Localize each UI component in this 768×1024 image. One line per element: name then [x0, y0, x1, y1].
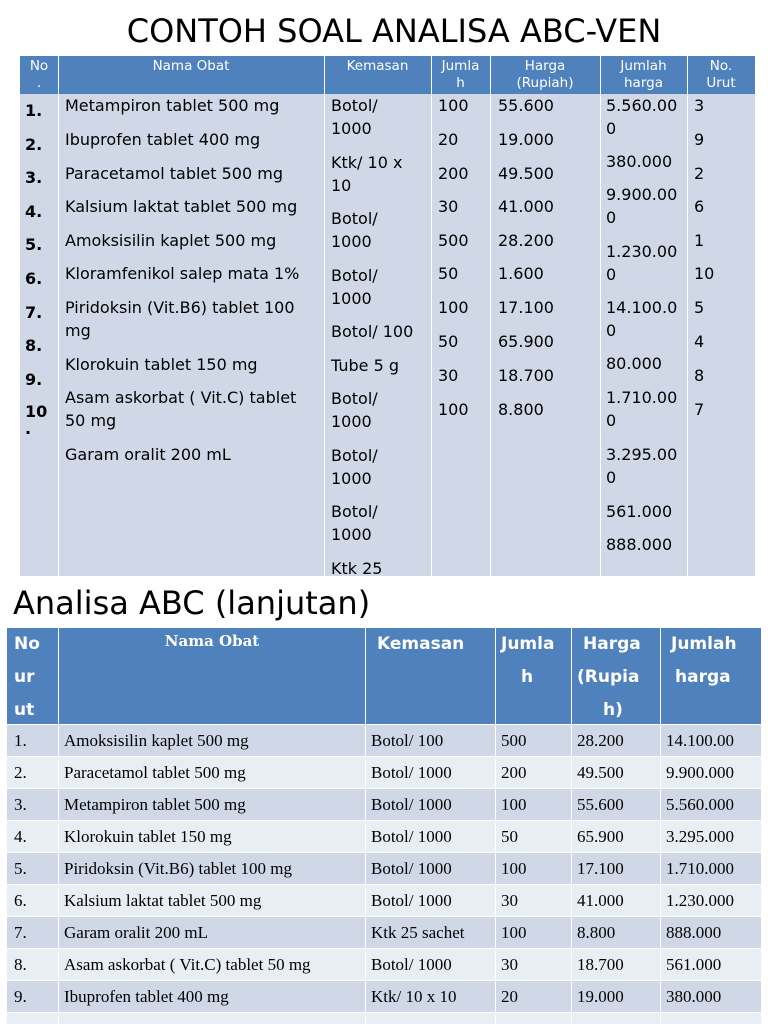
jumlah-harga-line: 0 — [606, 321, 617, 340]
jumlah-value: 100 — [438, 400, 469, 419]
jumlah-value: 100 — [438, 96, 469, 115]
header-no-urut: No. Urut — [706, 58, 736, 91]
jumlah-harga-line: 380.000 — [606, 152, 673, 171]
jumlah-harga-line: 3.295.00 — [606, 445, 678, 464]
table-row: 5. Piridoksin (Vit.B6) tablet 100 mg Botol/ 1000 100 17.100 1.710.000 — [7, 853, 761, 884]
drug-name: Piridoksin (Vit.B6) tablet 100 — [65, 298, 295, 317]
no-urut-value: 1 — [694, 231, 705, 250]
kemasan-line: 10 — [331, 176, 352, 195]
harga-value: 1.600 — [498, 264, 544, 283]
header-jumlah-harga: Jumlah harga — [671, 634, 737, 687]
drug-name: mg — [65, 321, 91, 340]
drug-name: 50 mg — [65, 411, 117, 430]
slide-title-1: CONTOH SOAL ANALISA ABC-VEN — [126, 12, 662, 50]
no-urut-value: 9 — [694, 130, 705, 149]
drug-name: Amoksisilin kaplet 500 mg — [65, 231, 277, 250]
row-number: 2. — [25, 134, 43, 154]
jumlah-harga-line: 5.560.00 — [606, 96, 678, 115]
drug-name: Ibuprofen tablet 400 mg — [65, 130, 261, 149]
no-urut-value: 3 — [694, 96, 705, 115]
header-no-urut: No ur ut — [14, 634, 40, 720]
kemasan-line: Ktk/ 10 x — [331, 153, 403, 172]
row-number: 4. — [25, 201, 43, 221]
kemasan-line: Botol/ — [331, 502, 378, 521]
drug-name: Kloramfenikol salep mata 1% — [65, 264, 300, 283]
harga-value: 28.200 — [498, 231, 554, 250]
jumlah-value: 30 — [438, 366, 459, 385]
kemasan-line: Botol/ — [331, 209, 378, 228]
harga-value: 49.500 — [498, 164, 554, 183]
kemasan-line: Botol/ — [331, 446, 378, 465]
kemasan-line: 1000 — [331, 232, 372, 251]
table-row: 8. Asam askorbat ( Vit.C) tablet 50 mg Botol/ 1000 30 18.700 561.000 — [7, 949, 761, 980]
jumlah-value: 50 — [438, 332, 459, 351]
jumlah-value: 50 — [438, 264, 459, 283]
header-jumlah: Jumla h — [501, 634, 555, 687]
jumlah-value: 30 — [438, 197, 459, 216]
table-row: 7. Garam oralit 200 mL Ktk 25 sachet 100 8.800 888.000 — [7, 917, 761, 948]
jumlah-harga-line: 0 — [606, 265, 617, 284]
harga-value: 18.700 — [498, 366, 554, 385]
jumlah-value: 200 — [438, 164, 469, 183]
header-no: No . — [29, 58, 49, 91]
jumlah-harga-line: 0 — [606, 208, 617, 227]
column-no — [25, 94, 48, 439]
drug-name: Metampiron tablet 500 mg — [65, 96, 280, 115]
kemasan-line: Botol/ — [331, 266, 378, 285]
drug-name: Paracetamol tablet 500 mg — [65, 164, 283, 183]
slide-title-2: Analisa ABC (lanjutan) — [13, 584, 371, 622]
kemasan-line: Botol/ 100 — [331, 322, 414, 341]
jumlah-harga-line: 14.100.0 — [606, 298, 678, 317]
row-number: 3. — [25, 168, 43, 188]
header-harga: Harga (Rupiah) — [516, 58, 574, 91]
jumlah-value: 500 — [438, 231, 469, 250]
jumlah-value: 20 — [438, 130, 459, 149]
no-urut-value: 4 — [694, 332, 705, 351]
jumlah-harga-line: 0 — [606, 119, 617, 138]
kemasan-line: 1000 — [331, 289, 372, 308]
drug-name: Klorokuin tablet 150 mg — [65, 355, 258, 374]
harga-value: 55.600 — [498, 96, 554, 115]
harga-value: 8.800 — [498, 400, 544, 419]
jumlah-harga-line: 9.900.00 — [606, 185, 678, 204]
row-number: 10 — [25, 402, 48, 422]
table-row-partial — [7, 1013, 761, 1024]
table-row: 4. Klorokuin tablet 150 mg Botol/ 1000 50 65.900 3.295.000 — [7, 821, 761, 852]
harga-value: 65.900 — [498, 332, 554, 351]
row-number: 5. — [25, 235, 43, 255]
harga-value: 41.000 — [498, 197, 554, 216]
row-number: 6. — [25, 268, 43, 288]
abc-ven-table — [20, 56, 755, 576]
no-urut-value: 8 — [694, 366, 705, 385]
row-number: 1. — [25, 101, 43, 120]
drug-name: Garam oralit 200 mL — [65, 445, 231, 464]
table-row: 1. Amoksisilin kaplet 500 mg Botol/ 100 500 28.200 14.100.00 — [7, 725, 761, 756]
no-urut-value: 2 — [694, 164, 705, 183]
jumlah-harga-line: 1.710.00 — [606, 388, 678, 407]
header-jumlah-harga: Jumlah harga — [620, 58, 667, 91]
jumlah-harga-line: 0 — [606, 411, 617, 430]
jumlah-harga-line: 0 — [606, 468, 617, 487]
drug-name: Asam askorbat ( Vit.C) tablet — [65, 388, 297, 407]
header-jumlah: Jumla h — [441, 58, 480, 91]
kemasan-line: Botol/ — [331, 96, 378, 115]
no-urut-value: 10 — [694, 264, 715, 283]
header-harga: Harga (Rupia h) — [577, 634, 641, 720]
row-number: 7. — [25, 302, 43, 322]
row-number: . — [25, 419, 32, 439]
header-kemasan: Kemasan — [377, 634, 465, 654]
table-row: 2. Paracetamol tablet 500 mg Botol/ 1000 200 49.500 9.900.000 — [7, 757, 761, 788]
jumlah-harga-line: 80.000 — [606, 354, 662, 373]
kemasan-line: 1000 — [331, 412, 372, 431]
kemasan-line: 1000 — [331, 119, 372, 138]
kemasan-line: Botol/ — [331, 389, 378, 408]
header-kemasan: Kemasan — [346, 58, 409, 74]
table-row: 6. Kalsium laktat tablet 500 mg Botol/ 1000 30 41.000 1.230.000 — [7, 885, 761, 916]
jumlah-harga-line: 888.000 — [606, 535, 673, 554]
kemasan-line: 1000 — [331, 469, 372, 488]
kemasan-line: 1000 — [331, 525, 372, 544]
no-urut-value: 5 — [694, 298, 705, 317]
header-nama-obat: Nama Obat — [152, 58, 230, 74]
harga-value: 19.000 — [498, 130, 554, 149]
kemasan-line: Ktk 25 — [331, 559, 383, 578]
drug-name: Kalsium laktat tablet 500 mg — [65, 197, 298, 216]
no-urut-value: 7 — [694, 400, 705, 419]
table-row: 3. Metampiron tablet 500 mg Botol/ 1000 100 55.600 5.560.000 — [7, 789, 761, 820]
jumlah-value: 100 — [438, 298, 469, 317]
jumlah-harga-line: 561.000 — [606, 502, 673, 521]
harga-value: 17.100 — [498, 298, 554, 317]
jumlah-harga-line: 1.230.00 — [606, 242, 678, 261]
no-urut-value: 6 — [694, 197, 705, 216]
table-row: 9. Ibuprofen tablet 400 mg Ktk/ 10 x 10 20 19.000 380.000 — [7, 981, 761, 1012]
kemasan-line: Tube 5 g — [331, 356, 399, 375]
row-number: 8. — [25, 336, 43, 356]
abc-analysis-table — [7, 628, 761, 1024]
header-nama-obat: Nama Obat — [164, 632, 260, 650]
row-number: 9. — [25, 369, 43, 389]
